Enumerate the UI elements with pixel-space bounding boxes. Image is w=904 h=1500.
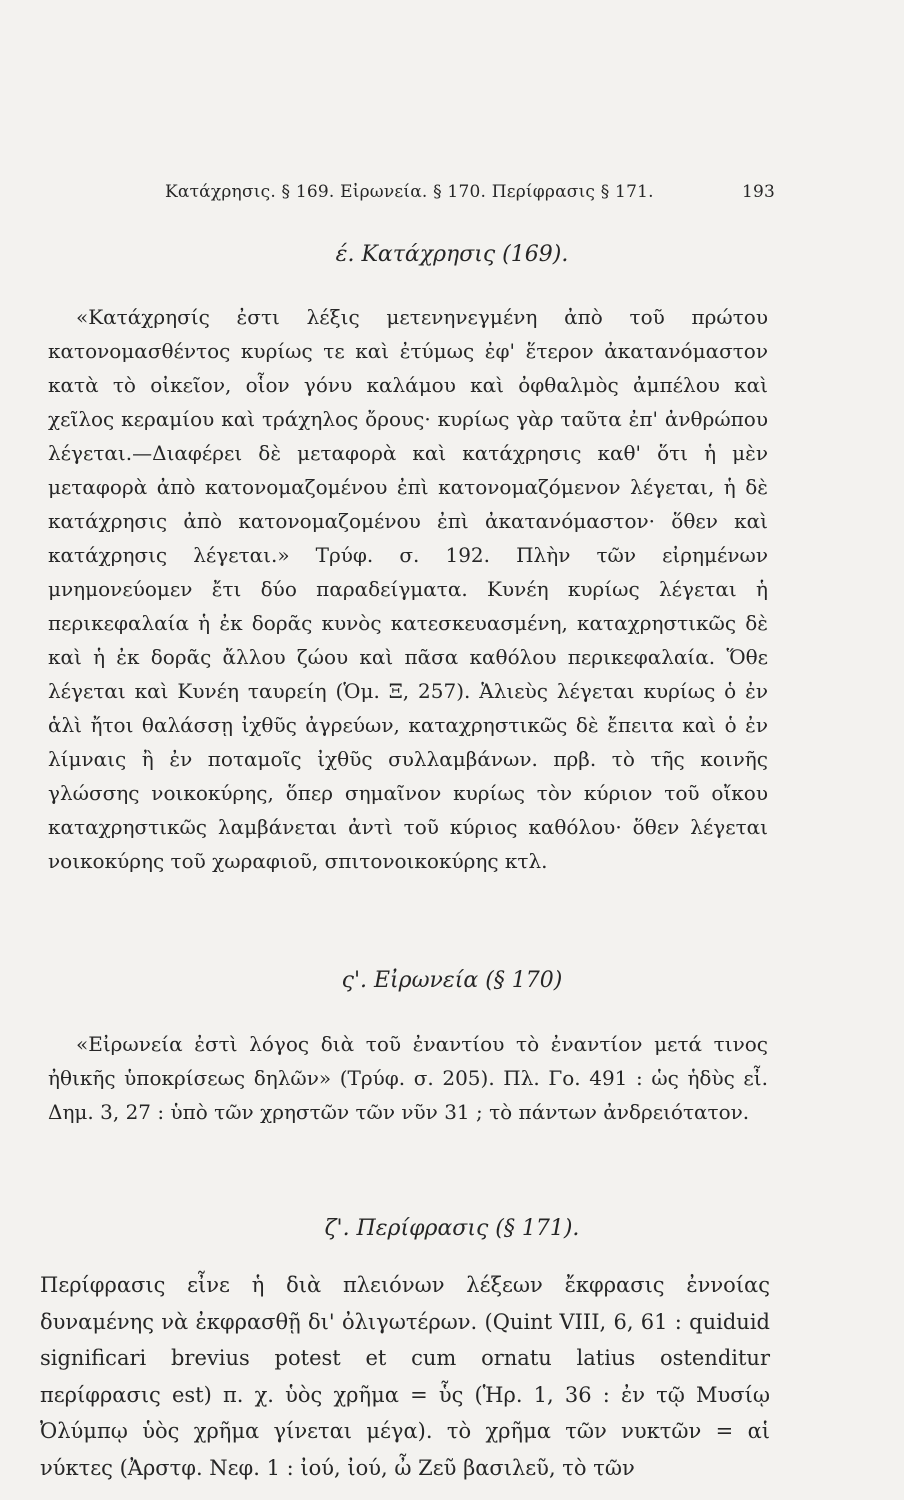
section-body-katachresis bbox=[48, 300, 768, 878]
section-title-katachresis: έ. Κατάχρησις (169). bbox=[335, 242, 569, 267]
section-title-eironeia: ς'. Εἰρωνεία (§ 170) bbox=[341, 968, 563, 993]
page-number: 193 bbox=[741, 182, 775, 202]
katachresis-paragraph: «Κατάχρησίς ἐστι λέξις μετενηνεγμένη ἀπὸ τοῦ πρώτου κατονομασθέντος κυρίως τε καὶ ἐτύμως ἐφ' ἕτερον ἀκατανόμαστον κατὰ τὸ οἰκεῖον, οἷον γόνυ καλάμου καὶ ὀφθαλμὸς ἀμπέλου καὶ χεῖλος κεραμίου καὶ τράχηλος ὄρους· κυρίως γὰρ ταῦτα ἐπ' ἀνθρώπου λέγεται.—Διαφέρει δὲ μεταφορὰ καὶ κατάχρησις καθ' ὅτι ἡ μὲν μεταφορὰ ἀπὸ κατονομαζομένου ἐπὶ κατονομαζόμενον λέγεται, ἡ δὲ κατάχρησις ἀπὸ κατονομαζομένου ἐπὶ ἀκατανόμαστον· ὅθεν καὶ κατάχρησις λέγεται.» Τρύφ. σ. 192. Πλὴν τῶν εἰρημένων μνημονεύομεν ἔτι δύο παραδείγματα. Κυνέη κυρίως λέγεται ἡ περικεφαλαία ἡ ἐκ δορᾶς κυνὸς κατεσκευασμένη, καταχρηστικῶς δὲ καὶ ἡ ἐκ δορᾶς ἄλλου ζώου καὶ πᾶσα καθόλου περικεφαλαία. Ὅθε λέγεται καὶ Κυνέη ταυρείη (Ὁμ. Ξ, 257). Ἁλιεὺς λέγεται κυρίως ὁ ἐν ἁλὶ ἤτοι θαλάσσῃ ἰχθῦς ἀγρεύων, καταχρηστικῶς δὲ ἔπειτα καὶ ὁ ἐν λίμναις ἢ ἐν ποταμοῖς ἰχθῦς συλλαμβάνων. πρβ. τὸ τῆς κοινῆς γλώσσης νοικοκύρης, ὅπερ σημαῖνον κυρίως τὸν κύριον τοῦ οἴκου καταχρηστικῶς λαμβάνεται ἀντὶ τοῦ κύριος καθόλου· ὅθεν λέγεται νοικοκύρης τοῦ χωραφιοῦ, σπιτονοικοκύρης κτλ. bbox=[48, 305, 768, 873]
eironeia-paragraph: «Εἰρωνεία ἐστὶ λόγος διὰ τοῦ ἐναντίου τὸ ἐναντίον μετά τινος ἠθικῆς ὑποκρίσεως δηλῶν» (Τρύφ. σ. 205). Πλ. Γο. 491 : ὡς ἡδὺς εἶ. Δημ. 3, 27 : ὑπὸ τῶν χρηστῶν τῶν νῦν 31 ; τὸ πάντων ἀνδρειότατον. bbox=[48, 1032, 768, 1124]
section-body-periphrasis bbox=[40, 1267, 770, 1486]
running-header-text: Κατάχρησις. § 169. Εἰρωνεία. § 170. Περίφρασις § 171. bbox=[165, 182, 654, 202]
section-title-periphrasis: ζ'. Περίφρασις (§ 171). bbox=[324, 1216, 580, 1241]
section-body-eironeia bbox=[48, 1027, 768, 1129]
running-header bbox=[165, 182, 775, 202]
periphrasis-paragraph: Περίφρασις εἶνε ἡ διὰ πλειόνων λέξεων ἔκφρασις ἐννοίας δυναμένης νὰ ἐκφρασθῇ δι' ὀλιγωτέρων. (Quint VIII, 6, 61 : quiduid significari brevius potest et cum ornatu latius ostenditur περίφρασις est) π. χ. ὑὸς χρῆμα = ὗς (Ἡρ. 1, 36 : ἐν τῷ Μυσίῳ Ὀλύμπῳ ὑὸς χρῆμα γίνεται μέγα). τὸ χρῆμα τῶν νυκτῶν = αἱ νύκτες (Ἀρστφ. Νεφ. 1 : ἰού, ἰού, ὦ Ζεῦ βασιλεῦ, τὸ τῶν bbox=[40, 1273, 770, 1480]
